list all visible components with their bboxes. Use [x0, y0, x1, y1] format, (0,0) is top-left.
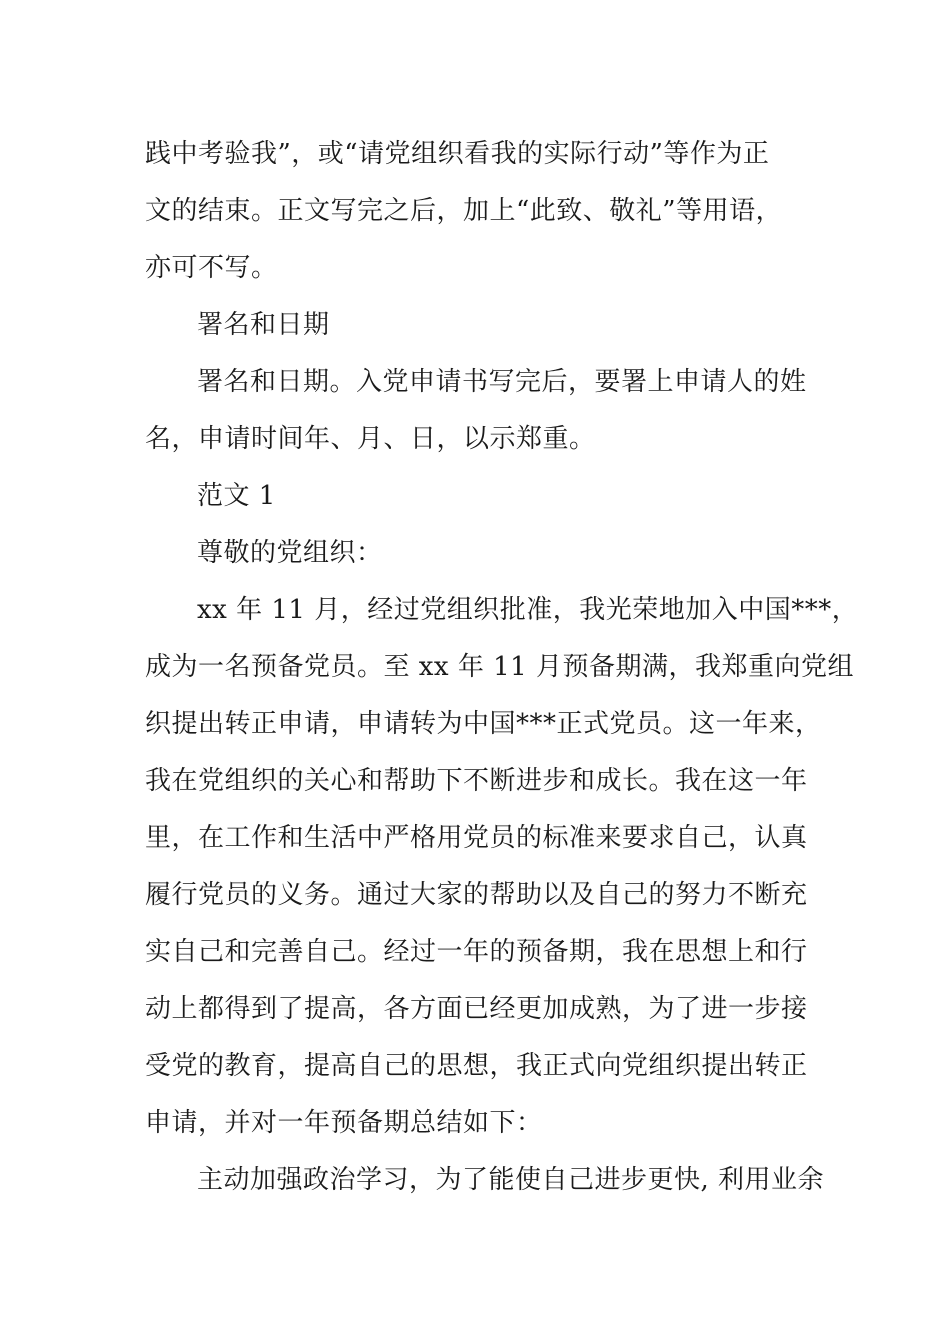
text-line: 履行党员的义务。通过大家的帮助以及自己的努力不断充 [145, 880, 808, 910]
section-heading: 署名和日期 [197, 310, 330, 340]
text-line: 动上都得到了提高，各方面已经更加成熟，为了进一步接 [145, 994, 808, 1024]
text-line: xx 年 11 月，经过党组织批准，我光荣地加入中国***， [197, 595, 859, 625]
section-heading: 范文 1 [197, 481, 276, 511]
text-line: 织提出转正申请，申请转为中国***正式党员。这一年来， [145, 709, 822, 739]
text-line: 文的结束。正文写完之后，加上“此致、敬礼”等用语， [145, 196, 783, 226]
text-line: 我在党组织的关心和帮助下不断进步和成长。我在这一年 [145, 766, 808, 796]
text-line: 实自己和完善自己。经过一年的预备期，我在思想上和行 [145, 937, 808, 967]
text-line: 署名和日期。入党申请书写完后，要署上申请人的姓 [197, 367, 807, 397]
text-line: 申请，并对一年预备期总结如下： [145, 1108, 543, 1138]
text-line: 名，申请时间年、月、日，以示郑重。 [145, 424, 596, 454]
text-line: 亦可不写。 [145, 253, 278, 283]
text-line: 主动加强政治学习，为了能使自己进步更快, 利用业余 [197, 1165, 825, 1195]
text-line: 成为一名预备党员。至 xx 年 11 月预备期满，我郑重向党组 [145, 652, 854, 682]
text-line: 践中考验我”，或“请党组织看我的实际行动”等作为正 [145, 139, 770, 169]
text-line: 里，在工作和生活中严格用党员的标准来要求自己，认真 [145, 823, 808, 853]
salutation: 尊敬的党组织： [197, 538, 383, 568]
text-line: 受党的教育，提高自己的思想，我正式向党组织提出转正 [145, 1051, 808, 1081]
